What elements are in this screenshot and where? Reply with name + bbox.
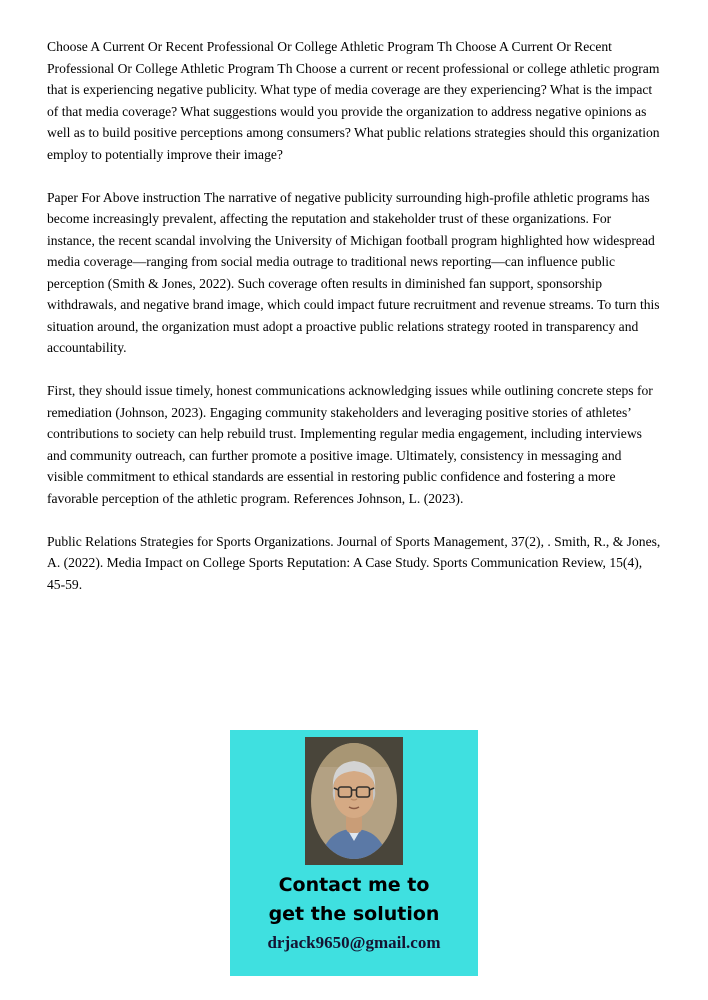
paragraph-paper-intro: Paper For Above instruction The narrative of negative publicity surrounding high-profile athletic programs has become increasingly prevalent, affecting the reputation and stakeholder trust of these organizations. For instance, the recent scandal involving the University of Michigan football program highlighted how widespread media coverage—ranging from social media outrage to traditional news reporting—can influence public perception (Smith & Jones, 2022). Such coverage often results in diminished fan support, sponsorship withdrawals, and negative brand image, which could impact future recruitment and revenue streams. To turn this situation around, the organization must adopt a proactive public relations strategy rooted in transparency and accountability. — [47, 189, 660, 355]
paragraph-assignment-question: Choose A Current Or Recent Professional Or College Athletic Program Th Choose A Current Or Recent Professional Or College Athletic Program Th Choose a current or recent professional or college athletic program that is experiencing negative publicity. What type of media coverage are they experiencing? What is the impact of that media coverage? What suggestions would you provide the organization to address negative opinions as well as to build positive perceptions among consumers? What public relations strategies should this organization employ to potentially improve their image? — [47, 39, 660, 162]
paragraph-references: Public Relations Strategies for Sports Organizations. Journal of Sports Management, 37(2), . Smith, R., & Jones, A. (2022). Media Impact on College Sports Reputation: A Case Study. Sports Communication Review, 15(4), 45-59. — [47, 533, 661, 592]
man-portrait-icon — [305, 737, 403, 865]
paragraph-strategies: First, they should issue timely, honest communications acknowledging issues while outlining concrete steps for remediation (Johnson, 2023). Engaging community stakeholders and leveraging positive stories of athletes’ contributions to society can help rebuild trust. Implementing regular media engagement, including interviews and community outreach, can further promote a positive image. Ultimately, consistency in messaging and visible commitment to ethical standards are essential in restoring public confidence and fostering a more favorable perception of the athletic program. References Johnson, L. (2023). — [47, 383, 653, 506]
contact-text-line2: get the solution — [268, 903, 440, 925]
contact-email: drjack9650@gmail.com — [267, 933, 441, 952]
contact-card — [230, 730, 478, 976]
contact-text-line1: Contact me to — [278, 874, 430, 896]
avatar — [305, 737, 403, 865]
document-body — [47, 36, 661, 617]
